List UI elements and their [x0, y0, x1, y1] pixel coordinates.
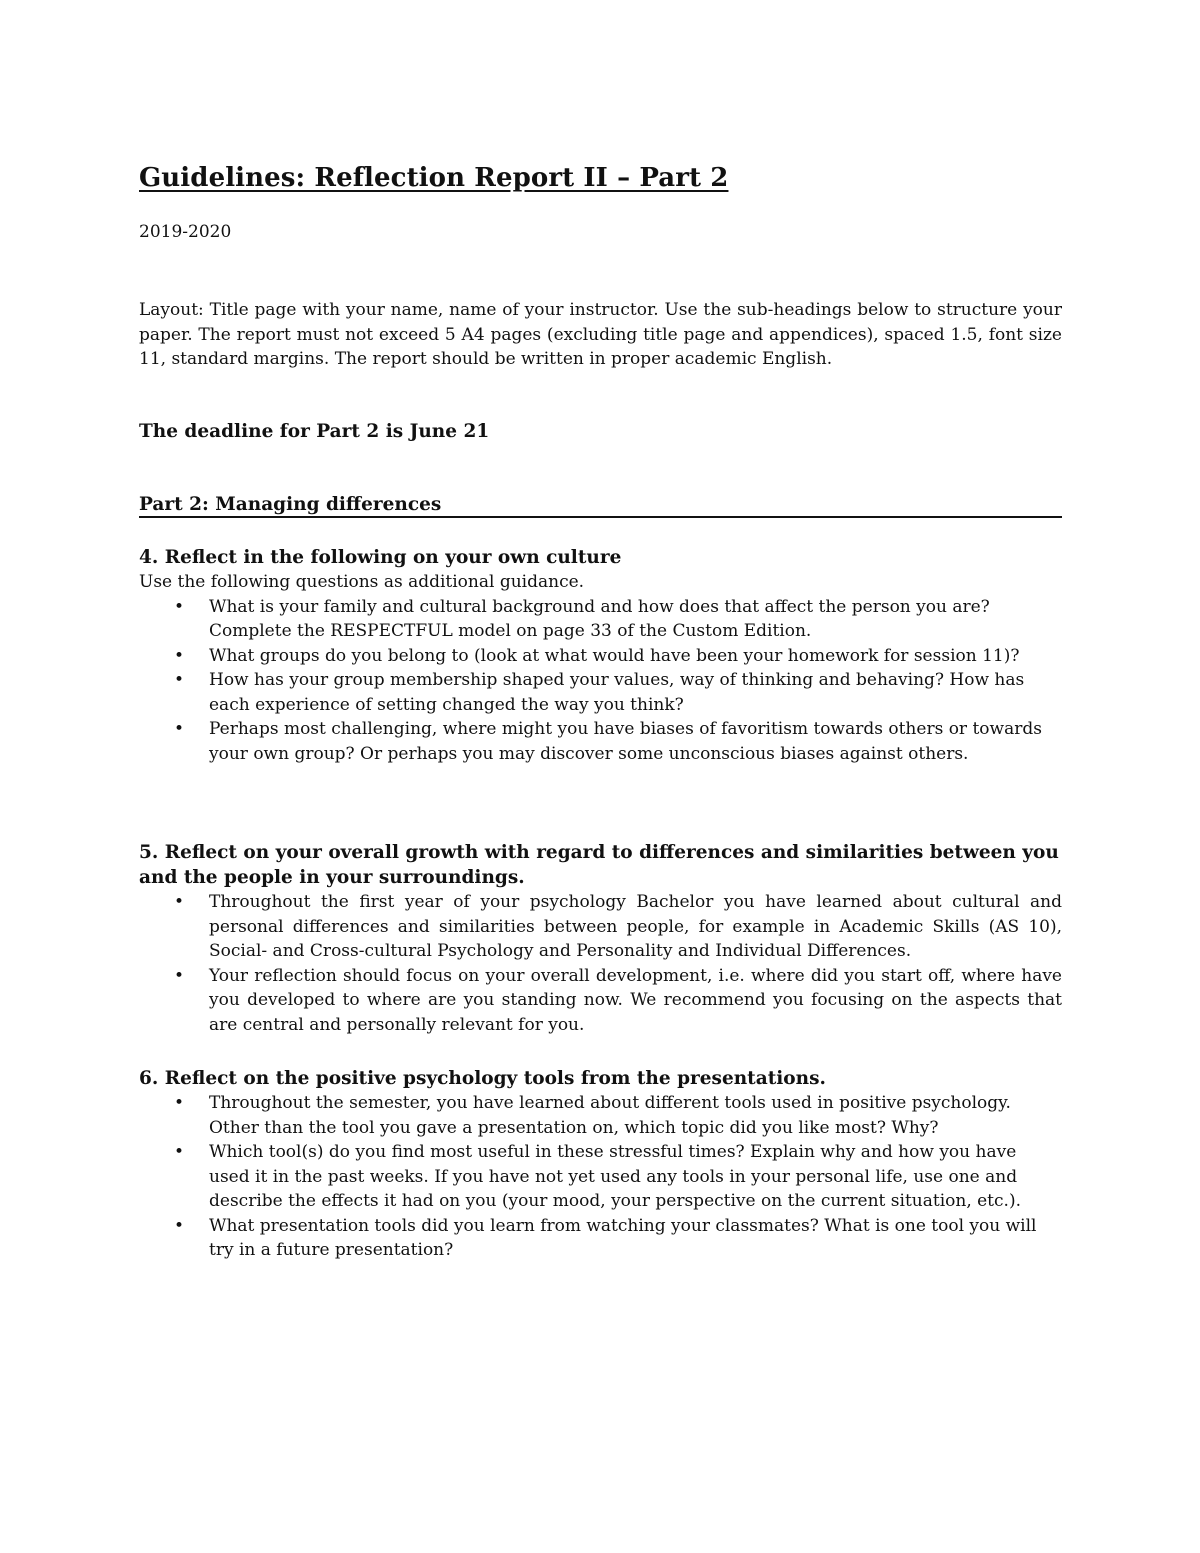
list-item [139, 1140, 1062, 1214]
list-item-text: What is your family and cultural background and how does that affect the person you are? Complete the RESPECTFUL model on page 33 of the Custom Edition. [209, 596, 990, 641]
section-heading: 6. Reflect on the positive psychology tools from the presentations. [139, 1068, 826, 1089]
section-intro: Use the following questions as additional guidance. [139, 572, 585, 592]
section-heading: 5. Reflect on your overall growth with regard to differences and similarities between you and the people in your surroundings. [139, 842, 1059, 888]
list-item [139, 644, 1062, 669]
list-item-text: What groups do you belong to (look at what would have been your homework for session 11)? [209, 645, 1020, 666]
bullet-icon: • [174, 1142, 185, 1162]
bullet-icon: • [174, 596, 185, 617]
layout-instructions: Layout: Title page with your name, name of your instructor. Use the sub-headings below to structure your paper. The report must not exceed 5 A4 pages (excluding title page and appendices), spaced 1.5, font size 11, standard margins. The report should be written in proper academic English. [139, 300, 1062, 369]
bullet-list [139, 595, 1062, 767]
bullet-icon: • [174, 645, 185, 666]
list-item [139, 1214, 1062, 1263]
list-item-text: Throughout the semester, you have learned about different tools used in positive psychology. Other than the tool you gave a presentation on, which topic did you like most? Why? [209, 1093, 1011, 1138]
academic-year: 2019-2020 [139, 222, 232, 242]
bullet-list [139, 1091, 1062, 1263]
list-item-text: Perhaps most challenging, where might you have biases of favoritism towards others or towards your own group? Or perhaps you may discover some unconscious biases against others. [209, 719, 1042, 764]
list-item-text: Throughout the first year of your psychology Bachelor you have learned about cultural and personal differences and similarities between people, for example in Academic Skills (AS 10), Social- and Cross-cultural Psychology and Personality and Individual Differences. [209, 892, 1062, 961]
bullet-icon: • [174, 965, 185, 986]
list-item [139, 595, 1062, 644]
bullet-icon: • [174, 1093, 185, 1113]
list-item-text: Which tool(s) do you find most useful in these stressful times? Explain why and how you have used it in the past weeks. If you have not yet used any tools in your personal life, use one and describe the effects it had on you (your mood, your perspective on the current situation, etc.). [209, 1142, 1021, 1211]
list-item [139, 1091, 1062, 1140]
bullet-icon: • [174, 719, 185, 739]
bullet-icon: • [174, 1215, 185, 1236]
bullet-list [139, 890, 1062, 1037]
document-title: Guidelines: Reflection Report II – Part 2 [139, 163, 729, 193]
list-item-text: How has your group membership shaped your values, way of thinking and behaving? How has each experience of setting changed the way you think? [209, 670, 1025, 715]
bullet-icon: • [174, 892, 185, 912]
list-item [139, 964, 1062, 1038]
list-item [139, 668, 1062, 717]
part-heading: Part 2: Managing differences [139, 494, 1062, 518]
bullet-icon: • [174, 670, 185, 690]
section-heading: 4. Reflect in the following on your own culture [139, 547, 622, 568]
section-5 [139, 840, 1062, 1037]
list-item [139, 890, 1062, 964]
deadline-notice: The deadline for Part 2 is June 21 [139, 421, 490, 442]
section-4 [139, 545, 1062, 766]
list-item [139, 717, 1062, 766]
list-item-text: What presentation tools did you learn from watching your classmates? What is one tool you will try in a future presentation? [209, 1215, 1037, 1260]
list-item-text: Your reflection should focus on your overall development, i.e. where did you start off, where have you developed to where are you standing now. We recommend you focusing on the aspects that are central and personally relevant for you. [209, 965, 1062, 1035]
section-6 [139, 1066, 1062, 1263]
